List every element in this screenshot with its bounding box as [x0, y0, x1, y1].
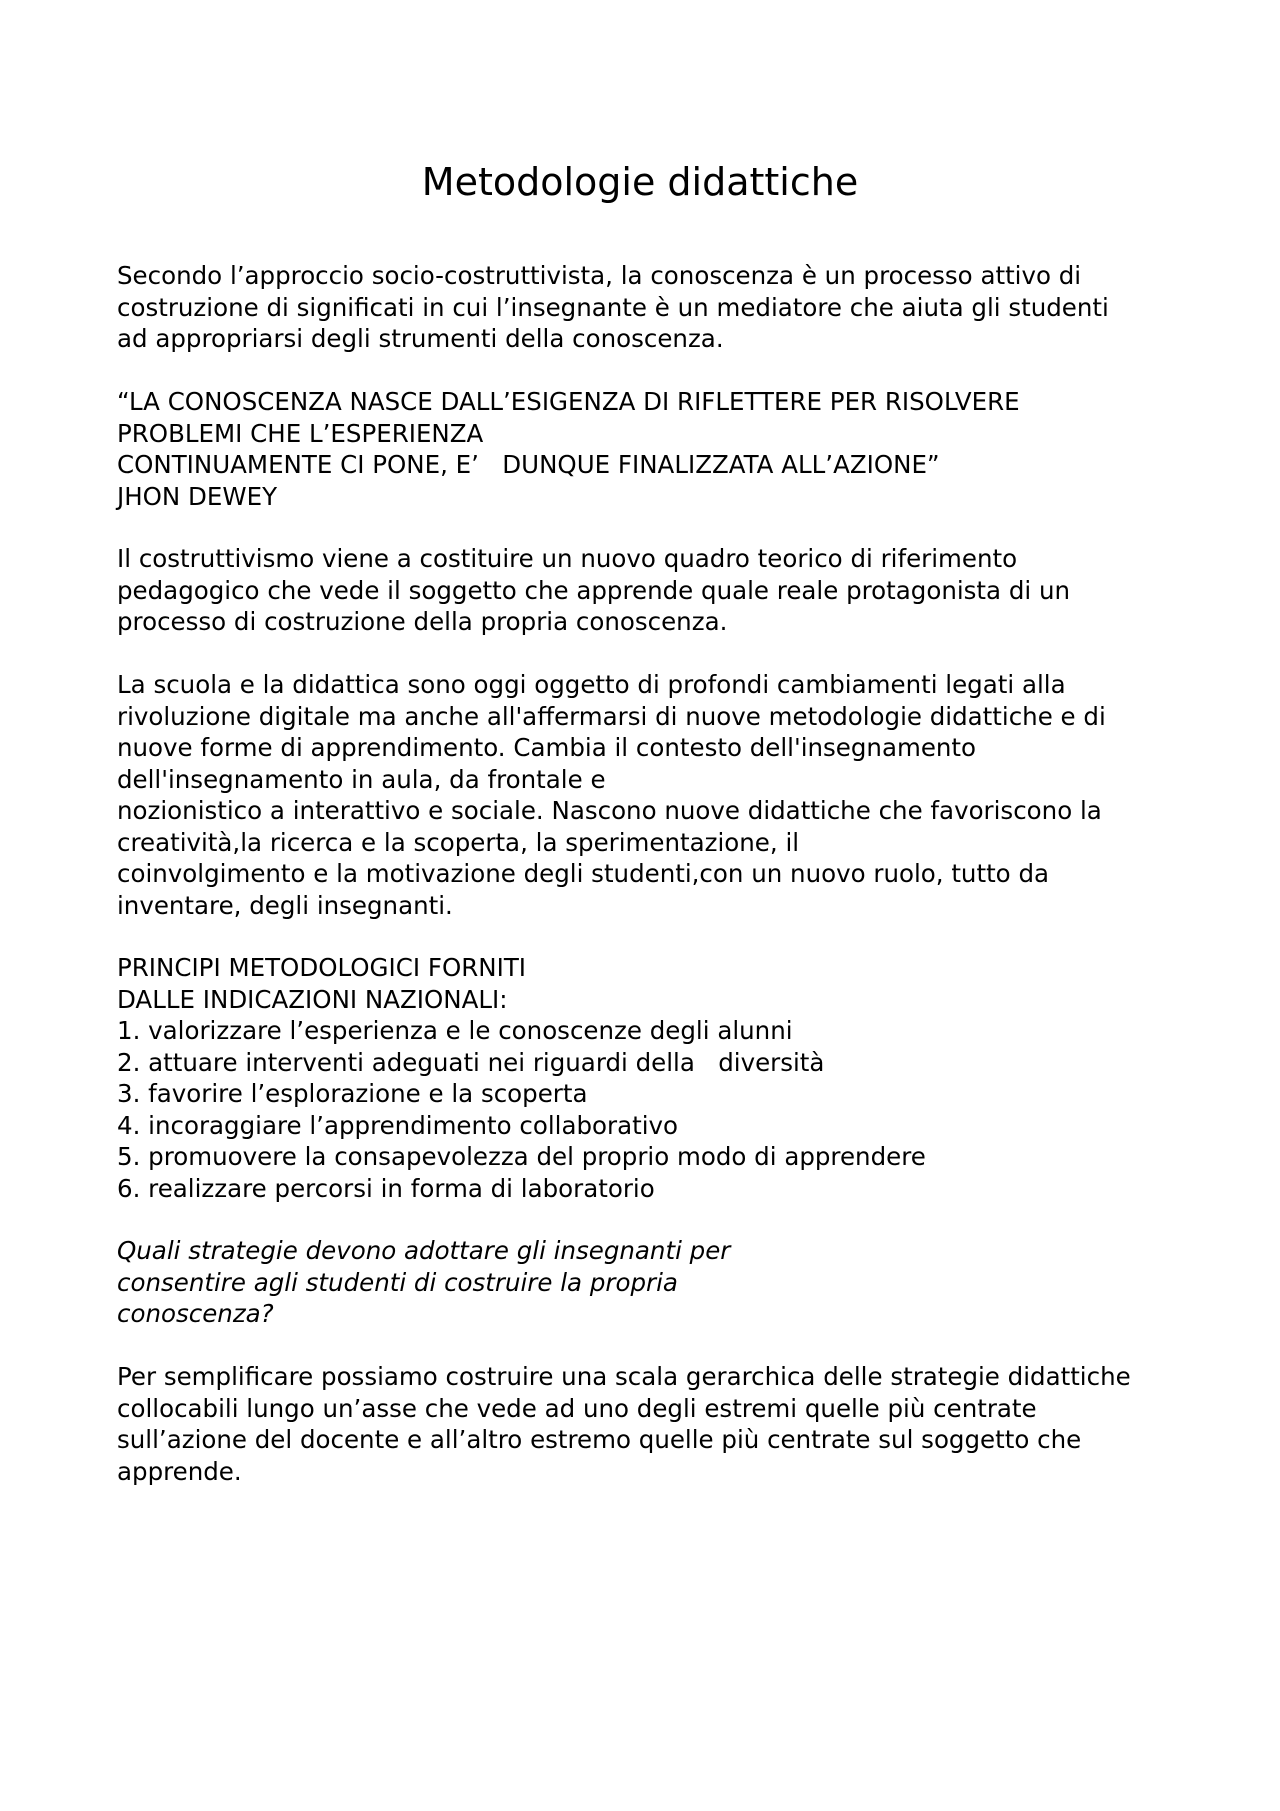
principi-list-item: 3. favorire l’esplorazione e la scoperta: [117, 1079, 588, 1108]
scuola-line: La scuola e la didattica sono oggi oggetto di profondi cambiamenti legati alla: [117, 670, 1066, 699]
principi-heading: PRINCIPI METODOLOGICI FORNITI: [117, 953, 527, 982]
conclusion-line: collocabili lungo un’asse che vede ad uno degli estremi quelle più centrate: [117, 1393, 1037, 1423]
scuola-line: coinvolgimento e la motivazione degli studenti,con un nuovo ruolo, tutto da: [117, 859, 1050, 888]
scuola-line: inventare, degli insegnanti.: [117, 890, 453, 920]
principi-heading: DALLE INDICAZIONI NAZIONALI:: [117, 984, 508, 1014]
intro-line: costruzione di significati in cui l’insegnante è un mediatore che aiuta gli studenti: [117, 292, 1109, 322]
costruttivismo-line: pedagogico che vede il soggetto che apprende quale reale protagonista di un: [117, 575, 1071, 605]
quote-line: PROBLEMI CHE L’ESPERIENZA: [117, 418, 484, 448]
question-line: Quali strategie devono adottare gli insegnanti per: [117, 1236, 731, 1265]
scuola-line: nozionistico a interattivo e sociale. Nascono nuove didattiche che favoriscono la: [117, 796, 1102, 825]
principi-list-item: 4. incoraggiare l’apprendimento collaborativo: [117, 1110, 679, 1140]
intro-paragraph: [117, 260, 1197, 355]
conclusion-paragraph: [117, 1361, 1197, 1487]
costruttivismo-line: Il costruttivismo viene a costituire un nuovo quadro teorico di riferimento: [117, 544, 1018, 573]
question-line: conoscenza?: [117, 1299, 274, 1328]
question-line: consentire agli studenti di costruire la propria: [117, 1267, 678, 1297]
quote-author: JHON DEWEY: [117, 481, 278, 511]
intro-line: Secondo l’approccio socio-costruttivista, la conoscenza è un processo attivo di: [117, 261, 1082, 290]
dewey-quote: [117, 386, 1197, 512]
costruttivismo-paragraph: [117, 543, 1197, 638]
principi-section: [117, 952, 1197, 1204]
conclusion-line: Per semplificare possiamo costruire una scala gerarchica delle strategie didattiche: [117, 1362, 1131, 1391]
scuola-line: nuove forme di apprendimento. Cambia il contesto dell'insegnamento: [117, 733, 977, 762]
quote-line: CONTINUAMENTE CI PONE, E’ DUNQUE FINALIZZATA ALL’AZIONE”: [117, 450, 940, 479]
conclusion-line: apprende.: [117, 1456, 242, 1486]
scuola-line: creatività,la ricerca e la scoperta, la sperimentazione, il: [117, 827, 800, 857]
conclusion-line: sull’azione del docente e all’altro estremo quelle più centrate sul soggetto che: [117, 1425, 1082, 1454]
principi-list-item: 1. valorizzare l’esperienza e le conoscenze degli alunni: [117, 1016, 793, 1045]
page-title: Metodologie didattiche: [421, 160, 859, 204]
intro-line: ad appropriarsi degli strumenti della conoscenza.: [117, 324, 724, 353]
principi-list-item: 5. promuovere la consapevolezza del proprio modo di apprendere: [117, 1142, 926, 1171]
scuola-paragraph: [117, 669, 1197, 921]
question-paragraph: [117, 1235, 1197, 1330]
scuola-line: dell'insegnamento in aula, da frontale e: [117, 764, 606, 794]
quote-line: “LA CONOSCENZA NASCE DALL’ESIGENZA DI RIFLETTERE PER RISOLVERE: [117, 387, 1020, 416]
principi-list-item: 6. realizzare percorsi in forma di laboratorio: [117, 1173, 655, 1203]
principi-list-item: 2. attuare interventi adeguati nei riguardi della diversità: [117, 1047, 825, 1077]
costruttivismo-line: processo di costruzione della propria conoscenza.: [117, 607, 728, 636]
scuola-line: rivoluzione digitale ma anche all'affermarsi di nuove metodologie didattiche e di: [117, 701, 1106, 731]
